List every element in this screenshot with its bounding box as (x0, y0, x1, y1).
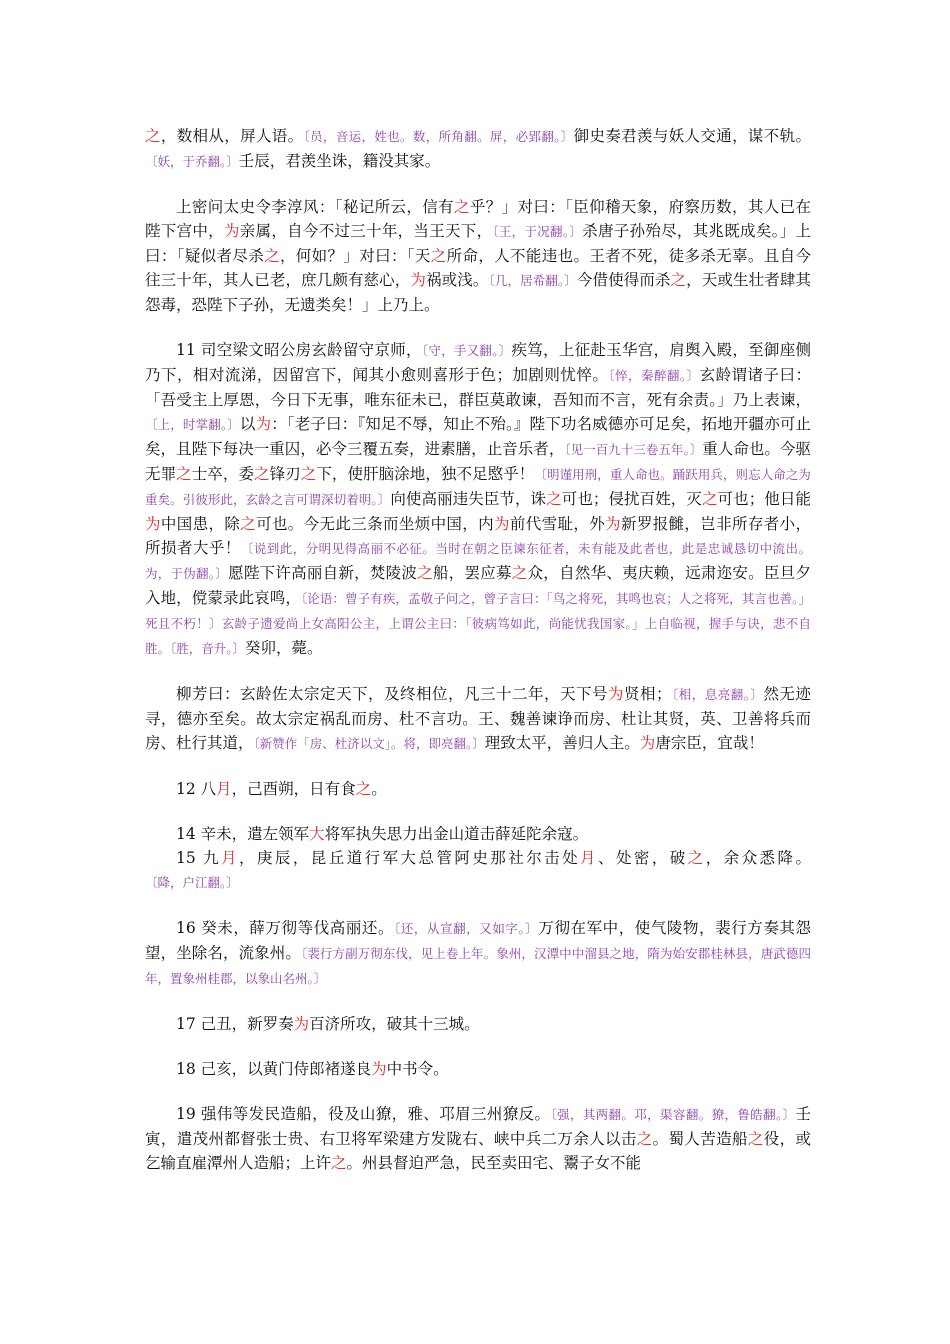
document-page (145, 124, 811, 1196)
text-run: 17 己丑，新罗奏 (176, 1015, 294, 1033)
highlighted-character: 之 (747, 1130, 764, 1148)
text-run: 所命，人不能违也。王者不死，徒多杀无辜。且自今往三十年，其人已老，庶几颇有慈心， (145, 247, 811, 289)
paragraph (145, 822, 811, 846)
text-run: 16 癸未，薛万彻等伐高丽还。 (176, 919, 395, 937)
text-run: 19 强伟等发民造船，役及山獠，雅、邛眉三州獠反。 (176, 1105, 551, 1123)
commentary-note: 〔上，时掌翻。〕 (145, 417, 240, 432)
commentary-note: 〔论语：曾子有疾，孟敬子问之，曾子言曰：「鸟之将死，其鸣也哀；人之将死，其言也善。」死且不朽！〕玄龄子遗爱尚上女高阳公主，上谓公主曰：「彼病笃如此，尚能忧我国家。」上自临视，握手与诀，悲不自胜。〔胜，音升。〕 (145, 591, 811, 656)
highlighted-character: 为 (605, 515, 621, 533)
paragraph (145, 777, 811, 801)
highlighted-character: 之 (417, 564, 433, 582)
text-run: 役，或乞输直雇潭州人造船；上许 (145, 1130, 811, 1172)
text-run: 杀唐子孙殆尽，其兆既成矣。」上曰：「疑似者尽杀 (145, 222, 811, 265)
text-run: 新罗报雠，岂非所存者小，所损者大乎！ (145, 515, 811, 557)
paragraph (145, 682, 811, 756)
commentary-note: 〔妖，于乔翻。〕 (145, 154, 239, 169)
text-run: 然无迹寻，德亦至矣。故太宗定祸乱而房、杜不言功。王、魏善谏诤而房、杜让其贤，英、卫善将兵而房、杜行其道， (145, 685, 811, 752)
highlighted-character: 之 (687, 849, 706, 867)
text-run: 众，自然华、夷庆赖，远肃迩安。臣旦夕入地，傥蒙录此哀鸣， (145, 564, 811, 607)
paragraph (145, 124, 811, 174)
text-run: ，己酉朔，日有食 (231, 780, 356, 798)
text-run: ，余众悉降。 (705, 849, 811, 867)
text-run: 11 司空梁文昭公房玄龄留守京师， (176, 341, 422, 359)
text-run: 中国患，除 (160, 515, 241, 533)
highlighted-character: 之 (355, 780, 372, 798)
text-run: 壬辰，君羡坐诛，籍没其家。 (238, 152, 441, 170)
highlighted-character: 之 (145, 127, 161, 145)
text-run: 理致太平，善归人主。 (484, 734, 640, 752)
text-run: ，天或生壮者肆其怨毒，恐陛下子孙，无遗类矣！」上乃上。 (145, 271, 811, 314)
highlighted-character: 大 (309, 825, 325, 843)
commentary-note: 〔说到此，分明见得高丽不必征。当时在朝之臣谏东征者，未有能及此者也，此是忠诚恳切中流出。为，于伪翻。〕 (145, 541, 811, 581)
highlighted-character: 月 (216, 780, 232, 798)
commentary-note: 〔裴行方副万彻东伐，见上卷上年。象州，汉潭中中溜县之地，隋为始安郡桂林县，唐武德四年，置象州桂郡，以象山名州。〕 (145, 946, 811, 986)
text-run: 贤相； (623, 685, 672, 703)
text-run: 万彻在军中，使气陵物，裴行方奏其怨望，坐除名，流象州。 (145, 919, 811, 962)
text-run: 。蜀人苦造船 (652, 1130, 748, 1148)
text-run: 疾笃，上征赴玉华宫，肩舆入殿，至御座侧乃下，相对流涕，因留宫下，闻其小愈则喜形于色；加剧则忧悴。 (145, 341, 811, 384)
commentary-note: 〔守，手又翻。〕 (421, 343, 512, 358)
text-run: 士卒，委 (191, 465, 255, 483)
highlighted-character: 月 (580, 849, 598, 867)
paragraph (145, 1102, 811, 1175)
text-run: 可也；他日能 (717, 490, 811, 508)
paragraph (145, 1012, 811, 1036)
text-run: 百济所攻，破其十三城。 (309, 1015, 480, 1033)
highlighted-character: 之 (701, 490, 718, 508)
text-run: 癸卯，薨。 (245, 639, 323, 657)
highlighted-character: 为 (145, 515, 161, 533)
commentary-note: 〔相，息亮翻。〕 (671, 687, 764, 702)
highlighted-character: 之 (430, 247, 447, 265)
text-run: 唐宗臣，宜哉！ (655, 734, 764, 752)
text-run: 亲属，自今不过三十年，当王天下， (239, 222, 493, 240)
text-run: 将军执失思力出金山道击薛延陀余寇。 (324, 825, 589, 843)
text-run: 。州县督迫严急，民至卖田宅、鬻子女不能 (346, 1154, 642, 1172)
text-run: 18 己亥，以黄门侍郎褚遂良 (176, 1060, 372, 1078)
highlighted-character: 之 (176, 465, 192, 483)
text-run: 重人命也。今驱无罪 (145, 440, 811, 483)
text-run: 玄龄谓诸子曰：「吾受主上厚恩，今日下无事，唯东征未已，群臣莫敢谏，吾知而不言，死有余责。」乃上表谏， (145, 366, 811, 409)
commentary-note: 〔员，音运，姓也。数，所角翻。屏，必郢翻。〕 (303, 129, 574, 144)
paragraph (145, 338, 811, 661)
text-run: 、处密，破 (598, 849, 688, 867)
text-run: 向使高丽违失臣节，诛 (390, 490, 547, 508)
text-run: 壬寅，遣茂州都督张士贵、右卫将军梁建方发陇右、峡中兵二万余人以击 (145, 1105, 811, 1148)
text-run: 14 辛未，遣左领军 (176, 825, 310, 843)
text-run: 12 八 (176, 780, 217, 798)
highlighted-character: 之 (636, 1130, 653, 1148)
highlighted-character: 之 (240, 515, 257, 533)
text-run: 上密问太史令李淳风：「秘记所云，信有 (176, 198, 454, 216)
highlighted-character: 为 (371, 1060, 387, 1078)
highlighted-character: 之 (254, 465, 270, 483)
text-run: 锋刃 (269, 465, 301, 483)
text-run: ，何如？」对曰：「天 (279, 247, 431, 265)
text-run: ，数相从，屏人语。 (160, 127, 304, 145)
highlighted-character: 之 (331, 1154, 347, 1172)
text-run: 15 九 (176, 849, 222, 867)
text-run: 中书令。 (386, 1060, 449, 1078)
highlighted-character: 月 (221, 849, 240, 867)
commentary-note: 〔悴，秦醉翻。〕 (608, 368, 700, 383)
commentary-note: 〔新赞作「房、杜济以文」。将，即亮翻。〕 (253, 736, 485, 751)
text-run: 以 (239, 415, 256, 433)
commentary-note: 〔强，其两翻。邛，渠容翻。獠，鲁皓翻。〕 (550, 1107, 796, 1122)
highlighted-character: 为 (639, 734, 656, 752)
commentary-note: 〔明谨用刑，重人命也。踊跃用兵，则忘人命之为重矣。引彼形此，玄龄之言可谓深切着明。〕 (145, 467, 811, 507)
highlighted-character: 之 (511, 564, 528, 582)
commentary-note: 〔几，居希翻。〕 (488, 273, 577, 288)
commentary-note: 〔王，于况翻。〕 (492, 224, 583, 239)
highlighted-character: 之 (264, 247, 280, 265)
commentary-note: 〔见一百九十三卷五年。〕 (564, 442, 703, 457)
highlighted-character: 为 (607, 685, 624, 703)
text-run: 下，使肝脑涂地，独不足愍乎！ (316, 465, 535, 483)
paragraph (145, 1057, 811, 1081)
highlighted-character: 为 (223, 222, 240, 240)
highlighted-character: 为 (494, 515, 510, 533)
highlighted-character: 为 (410, 271, 427, 289)
highlighted-character: 为 (293, 1015, 310, 1033)
commentary-note: 〔还，从宣翻，又如字。〕 (394, 921, 539, 936)
highlighted-character: 之 (300, 465, 317, 483)
highlighted-character: 之 (670, 271, 687, 289)
text-run: ：「老子曰：『知足不辱，知止不殆。』陛下功名威德亦可足矣，拓地开疆亦可止矣，且陛下每决一重囚，必令三覆五奏，进素膳，止音乐者， (145, 415, 811, 458)
text-run: 愿陛下许高丽自新，焚陵波 (228, 564, 418, 582)
text-run: 可也；侵扰百姓，灭 (561, 490, 702, 508)
text-run: 。 (371, 780, 387, 798)
paragraph (145, 195, 811, 317)
text-run: 乎？」对曰：「臣仰稽天象，府察历数，其人已在陛下宫中， (145, 198, 811, 240)
highlighted-character: 之 (453, 198, 470, 216)
paragraph (145, 916, 811, 991)
text-run: ，庚辰，昆丘道行军大总管阿史那社尔击处 (239, 849, 581, 867)
commentary-note: 〔降，户江翻。〕 (145, 875, 239, 890)
highlighted-character: 为 (255, 415, 272, 433)
text-run: 祸或浅。 (426, 271, 489, 289)
text-run: 船，罢应募 (432, 564, 512, 582)
text-run: 可也。今无此三条而坐烦中国，内 (256, 515, 495, 533)
text-run: 今借使得而杀 (576, 271, 671, 289)
paragraph (145, 846, 811, 895)
text-run: 前代雪耻，外 (509, 515, 606, 533)
text-run: 御史奏君羡与妖人交通，谋不轨。 (573, 127, 811, 145)
text-run: 柳芳曰：玄龄佐太宗定天下，及终相位，凡三十二年，天下号 (176, 685, 608, 703)
highlighted-character: 之 (546, 490, 562, 508)
